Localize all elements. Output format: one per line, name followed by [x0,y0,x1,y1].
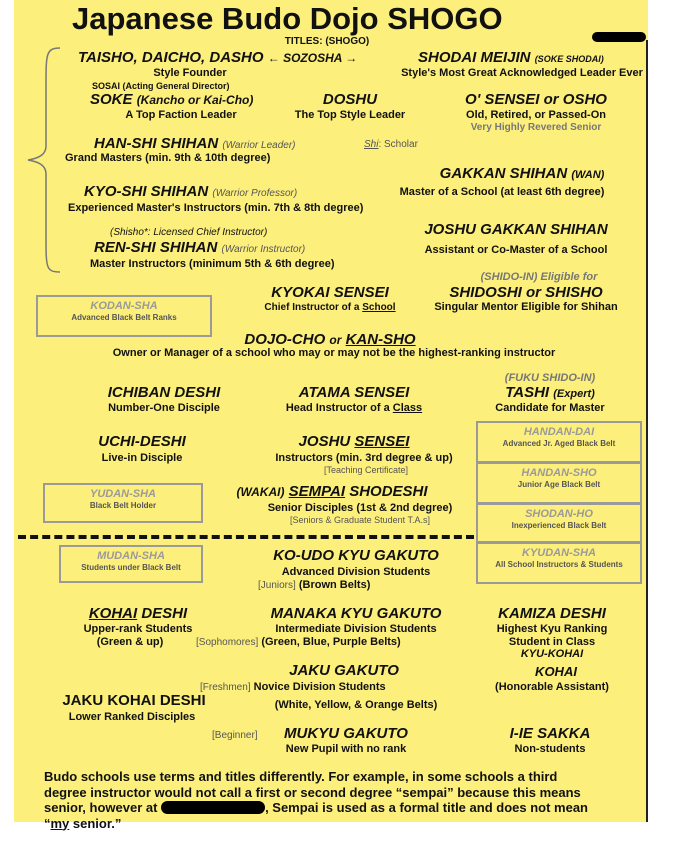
redaction-bar [592,32,646,42]
koudo-desc: Advanced Division Students [281,566,431,578]
sosai-note: SOSAI (Acting General Director) [92,81,230,91]
hanshi-title: HAN-SHI SHIHAN (Warrior Leader) [94,135,296,152]
kyu-kohai-label: KYU-KOHAI [520,648,584,660]
hanshi-desc: Grand Masters (min. 9th & 10th degree) [65,152,271,164]
joshu-sensei-sub: [Teaching Certificate] [323,465,409,475]
mudansha-box: MUDAN-SHA Students under Black Belt [59,545,203,583]
shodai-title: SHODAI MEIJIN (SOKE SHODAI) [418,49,604,66]
footer-line-1: Budo schools use terms and titles differently. For example, in some schools a third [44,769,558,784]
uchideshi-desc: Live-in Disciple [101,452,183,464]
gakkan-title: GAKKAN SHIHAN (WAN) [439,165,605,182]
shodan-ho-box: SHODAN-HO Inexperienced Black Belt [476,503,642,543]
jaku-desc: [Freshmen] Novice Division Students [200,681,386,693]
jaku-kohai-title: JAKU KOHAI DESHI [62,692,206,709]
jaku-kohai-desc: Lower Ranked Disciples [68,711,196,723]
titles-subtitle: TITLES: (SHOGO) [284,36,370,47]
uchideshi-title: UCHI-DESHI [98,433,186,450]
kamiza-title: KAMIZA DESHI [498,605,606,622]
footer-paragraph [44,769,636,831]
manaka-belts: [Sophomores] (Green, Blue, Purple Belts) [196,636,401,648]
atama-desc: Head Instructor of a Class [285,402,423,414]
tashi-pre: (FUKU SHIDO-IN) [504,372,596,384]
shisho-note: (Shisho*: Licensed Chief Instructor) [110,227,268,238]
iie-desc: Non-students [514,743,586,755]
doshu-desc: The Top Style Leader [294,109,406,121]
shidoshi-pre: (SHIDO-IN) Eligible for [480,271,598,283]
footer-line-2: degree instructor would not call a first or second degree “sempai” because this means [44,784,581,800]
joshu-sensei-desc: Instructors (min. 3rd degree & up) [275,452,453,464]
kohai-desc: (Honorable Assistant) [495,681,609,693]
page-edge [646,40,648,822]
atama-title: ATAMA SENSEI [298,384,410,401]
kyoshi-title: KYO-SHI SHIHAN (Warrior Professor) [84,183,298,200]
shidoshi-desc: Singular Mentor Eligible for Shihan [434,301,618,313]
koudo-title: KO-UDO KYU GAKUTO [273,547,439,564]
shidoshi-title: SHIDOSHI or SHISHO [449,284,603,301]
mukyu-title: MUKYU GAKUTO [284,725,408,742]
joshu-gakkan-title: JOSHU GAKKAN SHIHAN [424,221,608,238]
kyudansha-box: KYUDAN-SHA All School Instructors & Students [476,542,642,584]
kyokai-title: KYOKAI SENSEI [271,284,389,301]
sempai-sub: [Seniors & Graduate Student T.A.s] [290,515,430,525]
sempai-desc: Senior Disciples (1st & 2nd degree) [267,502,453,514]
kyoshi-desc: Experienced Master's Instructors (min. 7th & 8th degree) [68,202,364,214]
joshu-gakkan-desc: Assistant or Co-Master of a School [424,244,608,256]
footer-line-4: “my senior.” [44,815,122,831]
kohai-deshi-desc1: Upper-rank Students [83,623,193,635]
iie-title: I-IE SAKKA [509,725,591,742]
bracket-line [22,46,62,276]
mukyu-desc: New Pupil with no rank [285,743,407,755]
kohai-deshi-desc2: (Green & up) [96,636,164,648]
soke-desc: A Top Faction Leader [125,109,237,121]
kodansha-box: KODAN-SHA Advanced Black Belt Ranks [36,295,212,337]
yudansha-box: YUDAN-SHA Black Belt Holder [43,483,203,523]
renshi-desc: Master Instructors (minimum 5th & 6th degree) [90,258,335,270]
manaka-desc: Intermediate Division Students [275,623,437,635]
kohai-title: KOHAI [535,664,577,679]
handan-dai-box: HANDAN-DAI Advanced Jr. Aged Black Belt [476,421,642,463]
footer-line-3: senior, however at , Sempai is used as a formal title and does not mean [44,800,588,815]
jaku-belts: (White, Yellow, & Orange Belts) [274,699,438,711]
shi-scholar: Shi: Scholar [364,139,418,150]
handan-sho-box: HANDAN-SHO Junior Age Black Belt [476,462,642,504]
doshu-title: DOSHU [322,91,378,108]
dojocho-desc: Owner or Manager of a school who may or may not be the highest-ranking instructor [112,347,556,359]
black-belt-divider [18,535,474,539]
soke-title: SOKE (Kancho or Kai-Cho) [90,91,254,108]
gakkan-desc: Master of a School (at least 6th degree) [399,186,605,198]
kyokai-desc: Chief Instructor of a School [264,302,396,313]
ichiban-title: ICHIBAN DESHI [107,384,221,401]
koudo-belts: [Juniors] (Brown Belts) [258,579,371,591]
taisho-desc: Style Founder [153,67,227,79]
jaku-title: JAKU GAKUTO [289,662,399,679]
kohai-deshi-title: KOHAI DESHI [88,605,188,622]
joshu-sensei-title: JOSHU SENSEI [298,433,410,450]
tashi-title: TASHI (Expert) [505,384,595,401]
redaction-box [161,801,265,814]
taisho-title: TAISHO, DAICHO, DASHO ← SOZOSHA → [78,49,358,66]
kamiza-desc1: Highest Kyu Ranking [496,623,608,635]
osensei-sub: Very Highly Revered Senior [470,122,602,133]
dojocho-title: DOJO-CHO or KAN-SHO [244,331,416,348]
poster-sheet [14,0,648,831]
kamiza-desc2: Student in Class [508,636,596,648]
ichiban-desc: Number-One Disciple [108,402,220,414]
shodai-desc: Style's Most Great Acknowledged Leader Ever [401,67,643,79]
tashi-desc: Candidate for Master [495,402,605,414]
sempai-title: (WAKAI) SEMPAI SHODESHI [236,483,428,500]
manaka-title: MANAKA KYU GAKUTO [270,605,442,622]
osensei-title: O' SENSEI or OSHO [465,91,607,108]
osensei-desc: Old, Retired, or Passed-On [466,109,606,121]
renshi-title: REN-SHI SHIHAN (Warrior Instructor) [94,239,306,256]
page-title: Japanese Budo Dojo SHOGO [72,1,503,36]
mukyu-beg: [Beginner] [212,730,258,741]
